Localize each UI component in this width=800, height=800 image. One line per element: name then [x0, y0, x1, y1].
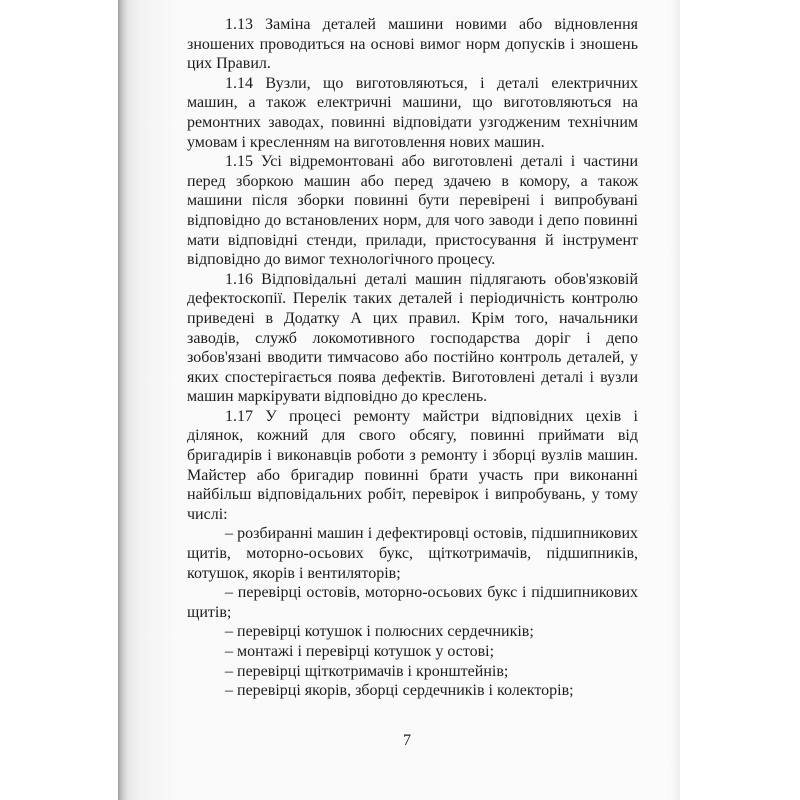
paragraph-1-13: 1.13 Заміна деталей машини новими або відновлення зношених проводиться на основі вимог норм допусків і зношень цих Правил.: [187, 16, 638, 73]
inspection-list: [187, 524, 638, 700]
list-item-coil-mounting: – монтажі і перевірці котушок у остові;: [225, 643, 495, 660]
paragraph-1-14: 1.14 Вузли, що виготовляються, і деталі електричних машин, а також електричні машини, що виготовляються на ремонтних заводах, повинні відповідати узгодженим технічним умовам і кресленням на виготовлення нових машин.: [187, 74, 638, 151]
paragraph-1-17: 1.17 У процесі ремонту майстри відповідних цехів і ділянок, кожний для свого обсягу, повинні приймати від бригадирів і виконавців роботи з ремонту і зборці вузлів машин. Майстер або бригадир повинні брати участь при виконанні найбільш відповідальних робіт, перевірок і випробувань, у тому числі:: [187, 407, 638, 523]
paragraph-1-16: 1.16 Відповідальні деталі машин підлягають обов'язковій дефектоскопії. Перелік таких деталей і періодичність контролю приведені в Додатку А цих правил. Крім того, начальники заводів, служб локомотивного господарства доріг і депо зобов'язані вводити тимчасово або постійно контроль деталей, у яких спостерігається поява дефектів. Виготовлені деталі і вузли машин маркірувати відповідно до креслень.: [187, 270, 638, 406]
list-item-brush-holders: – перевірці щіткотримачів і кронштейнів;: [225, 662, 509, 680]
document-body: [187, 15, 638, 701]
page-number: 7: [403, 732, 411, 749]
paragraph-1-15: 1.15 Усі відремонтовані або виготовлені деталі і частини перед зборкою машин або перед здачею в комору, а також машини після зборки повинні бути перевірені і випробувані відповідно до встановлених норм, для чого заводи і депо повинні мати відповідні стенди, прилади, пристосування й інструмент відповідно до вимог технологічного процесу.: [187, 153, 638, 269]
list-item-frames-check: – перевірці остовів, моторно-осьових букс і підшипникових щитів;: [187, 584, 638, 621]
scanned-page: [118, 0, 680, 800]
list-item-coils-check: – перевірці котушок і полюсних сердечників;: [225, 623, 534, 641]
list-item-disassembly: – розбиранні машин і дефектировці остовів, підшипникових щитів, моторно-осьових букс, щіткотримачів, підшипників, котушок, якорів і вентиляторів;: [187, 525, 638, 582]
list-item-armatures: – перевірці якорів, зборці сердечників і колекторів;: [225, 682, 574, 700]
